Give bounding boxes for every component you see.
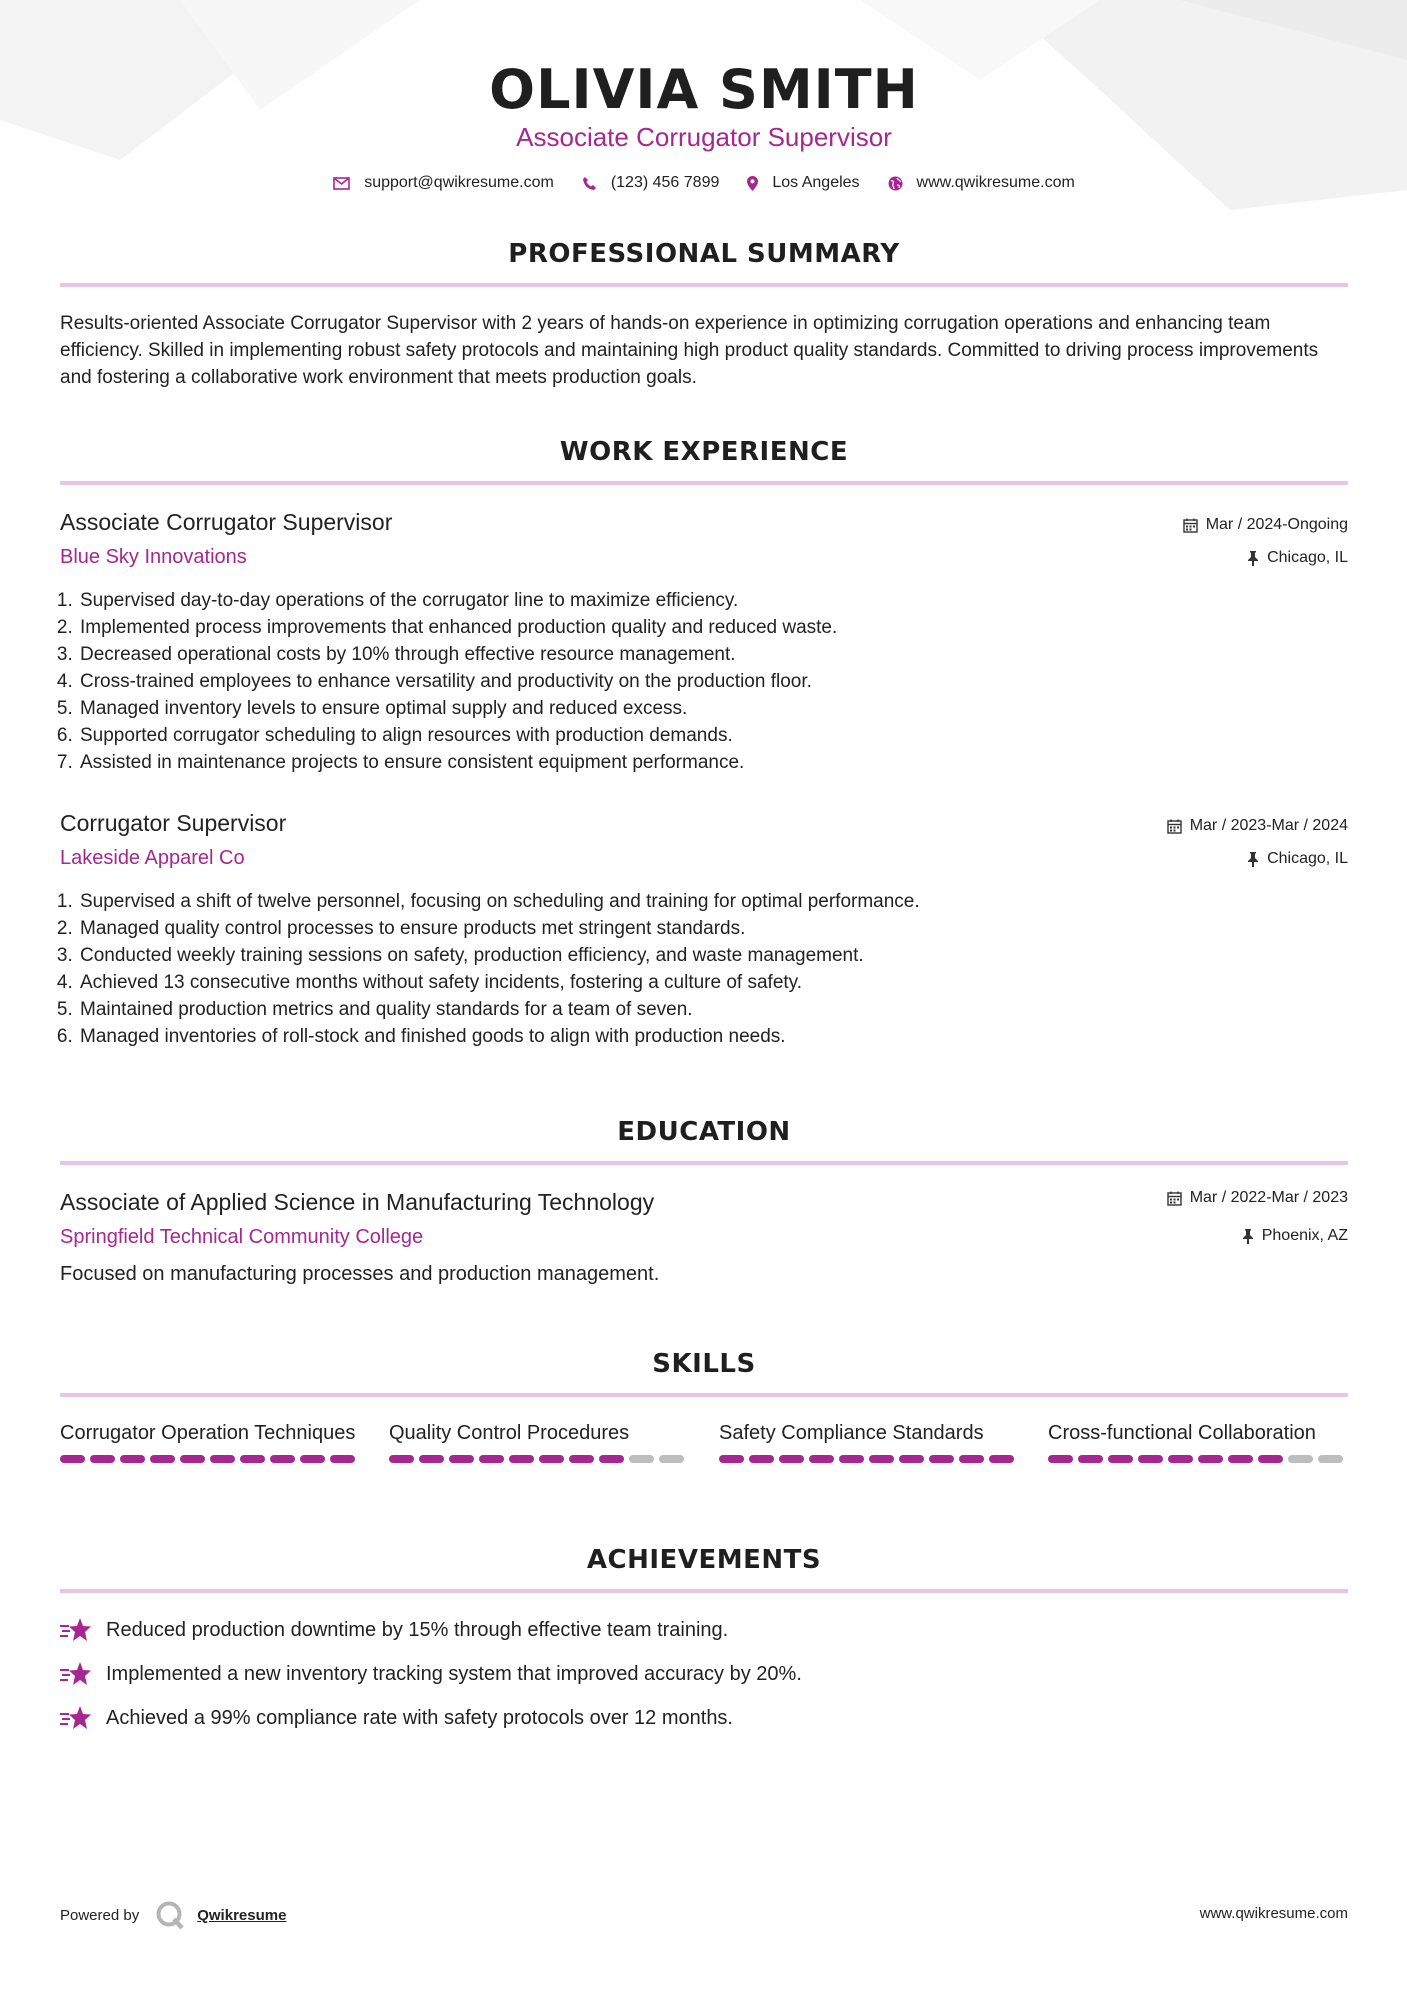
skill-segment-filled — [929, 1455, 954, 1463]
skill-segment-filled — [1228, 1455, 1253, 1463]
list-item: 2. Managed quality control processes to ensure products met stringent standards. — [78, 915, 1338, 942]
skill-segment-filled — [330, 1455, 355, 1463]
skill-segment-filled — [779, 1455, 804, 1463]
shooting-star-icon — [60, 1705, 92, 1731]
qwikresume-logo-icon — [155, 1900, 185, 1930]
job-responsibilities — [60, 888, 1338, 1050]
footer-website[interactable]: www.qwikresume.com — [1199, 1905, 1348, 1922]
skill-name: Safety Compliance Standards — [719, 1422, 984, 1444]
achievement-text: Implemented a new inventory tracking system that improved accuracy by 20%. — [106, 1662, 802, 1685]
job-company: Blue Sky Innovations — [60, 546, 247, 568]
skill-level-bar — [389, 1455, 689, 1463]
job-dates-text: Mar / 2024-Ongoing — [1205, 516, 1348, 533]
skill-segment-filled — [869, 1455, 894, 1463]
achievement-text: Reduced production downtime by 15% through effective team training. — [106, 1618, 729, 1641]
contact-phone[interactable] — [582, 174, 720, 192]
skill-segment-filled — [150, 1455, 175, 1463]
list-item: 1. Supervised day-to-day operations of the corrugator line to maximize efficiency. — [78, 587, 1338, 614]
skill-segment-filled — [1258, 1455, 1283, 1463]
skill-segment-filled — [180, 1455, 205, 1463]
phone-icon — [582, 176, 597, 191]
contact-location — [747, 174, 859, 192]
candidate-name: OLIVIA SMITH — [489, 58, 919, 121]
skill-segment-filled — [419, 1455, 444, 1463]
section-divider — [60, 283, 1348, 287]
skill-item — [719, 1420, 1019, 1463]
skill-segment-filled — [749, 1455, 774, 1463]
education-dates-text: Mar / 2022-Mar / 2023 — [1189, 1189, 1348, 1206]
skill-segment-empty — [629, 1455, 654, 1463]
skill-segment-filled — [809, 1455, 834, 1463]
skill-segment-filled — [539, 1455, 564, 1463]
section-divider — [60, 481, 1348, 485]
section-title-skills: SKILLS — [652, 1349, 756, 1379]
brand-link[interactable]: Qwikresume — [197, 1906, 287, 1924]
skill-segment-filled — [569, 1455, 594, 1463]
job-company: Lakeside Apparel Co — [60, 847, 245, 869]
skill-level-bar — [60, 1455, 360, 1463]
job-location — [1247, 549, 1348, 567]
globe-icon — [888, 176, 903, 191]
skill-segment-filled — [270, 1455, 295, 1463]
skill-level-bar — [1048, 1455, 1348, 1463]
education-location-text: Phoenix, AZ — [1261, 1227, 1348, 1244]
skill-segment-filled — [1078, 1455, 1103, 1463]
list-item: 6. Managed inventories of roll-stock and finished goods to align with production needs. — [78, 1023, 1338, 1050]
skill-segment-filled — [1108, 1455, 1133, 1463]
skill-segment-filled — [240, 1455, 265, 1463]
skill-segment-filled — [60, 1455, 85, 1463]
education-location — [1242, 1227, 1348, 1245]
contact-email[interactable] — [333, 174, 554, 192]
skill-segment-empty — [659, 1455, 684, 1463]
contact-website[interactable] — [888, 174, 1075, 192]
skill-item — [60, 1420, 360, 1463]
list-item: 1. Supervised a shift of twelve personnel, focusing on scheduling and training for optimal performance. — [78, 888, 1338, 915]
calendar-icon — [1167, 819, 1182, 834]
skill-level-bar — [719, 1455, 1019, 1463]
skill-name: Quality Control Procedures — [389, 1422, 630, 1444]
job-title: Corrugator Supervisor — [60, 810, 287, 836]
list-item: 3. Conducted weekly training sessions on safety, production efficiency, and waste management. — [78, 942, 1338, 969]
education-description: Focused on manufacturing processes and production management. — [60, 1263, 660, 1285]
job-dates-text: Mar / 2023-Mar / 2024 — [1189, 817, 1348, 834]
summary-text: Results-oriented Associate Corrugator Supervisor with 2 years of hands-on experience in optimizing corrugation operations and enhancing team efficiency. Skilled in implementing robust safety protocols and maintaining high product quality standards. Committed to driving process improvements and fostering a collaborative work environment that meets production goals. — [60, 313, 1319, 388]
list-item: 5. Managed inventory levels to ensure optimal supply and reduced excess. — [78, 695, 1338, 722]
contact-bar — [60, 174, 1348, 192]
skill-segment-filled — [839, 1455, 864, 1463]
skill-segment-filled — [90, 1455, 115, 1463]
achievement-text: Achieved a 99% compliance rate with safety protocols over 12 months. — [106, 1706, 733, 1729]
skill-segment-filled — [719, 1455, 744, 1463]
skill-segment-filled — [1138, 1455, 1163, 1463]
skill-segment-filled — [120, 1455, 145, 1463]
job-location-text: Chicago, IL — [1267, 850, 1348, 867]
powered-by-label: Powered by — [60, 1906, 140, 1924]
skill-segment-filled — [899, 1455, 924, 1463]
skill-segment-filled — [1048, 1455, 1073, 1463]
job-title: Associate Corrugator Supervisor — [60, 509, 393, 535]
email-text: support@qwikresume.com — [364, 174, 554, 191]
skill-segment-filled — [989, 1455, 1014, 1463]
section-title-education: EDUCATION — [617, 1117, 791, 1147]
calendar-icon — [1167, 1191, 1182, 1206]
skill-segment-filled — [300, 1455, 325, 1463]
achievement-item — [60, 1661, 802, 1687]
pushpin-icon — [1247, 551, 1259, 566]
section-divider — [60, 1589, 1348, 1593]
skill-name: Corrugator Operation Techniques — [60, 1422, 356, 1444]
skill-segment-filled — [1198, 1455, 1223, 1463]
skill-segment-filled — [959, 1455, 984, 1463]
section-title-experience: WORK EXPERIENCE — [559, 437, 849, 467]
section-divider — [60, 1393, 1348, 1397]
job-location-text: Chicago, IL — [1267, 549, 1348, 566]
skill-item — [389, 1420, 689, 1463]
list-item: 7. Assisted in maintenance projects to ensure consistent equipment performance. — [78, 749, 1338, 776]
skill-item — [1048, 1420, 1348, 1463]
footer-powered-by — [60, 1900, 286, 1930]
list-item: 4. Achieved 13 consecutive months without safety incidents, fostering a culture of safety. — [78, 969, 1338, 996]
education-dates — [1167, 1189, 1348, 1207]
list-item: 6. Supported corrugator scheduling to align resources with production demands. — [78, 722, 1338, 749]
skill-segment-filled — [389, 1455, 414, 1463]
skill-segment-filled — [1168, 1455, 1193, 1463]
skill-segment-filled — [599, 1455, 624, 1463]
skill-segment-empty — [1288, 1455, 1313, 1463]
list-item: 3. Decreased operational costs by 10% through effective resource management. — [78, 641, 1338, 668]
website-text: www.qwikresume.com — [916, 174, 1075, 191]
skill-segment-filled — [479, 1455, 504, 1463]
section-title-achievements: ACHIEVEMENTS — [586, 1545, 822, 1575]
list-item: 5. Maintained production metrics and quality standards for a team of seven. — [78, 996, 1338, 1023]
pushpin-icon — [1242, 1229, 1254, 1244]
achievement-item — [60, 1617, 728, 1643]
calendar-icon — [1183, 518, 1198, 533]
skill-name: Cross-functional Collaboration — [1048, 1422, 1316, 1444]
envelope-icon — [333, 177, 350, 190]
list-item: 2. Implemented process improvements that enhanced production quality and reduced waste. — [78, 614, 1338, 641]
list-item: 4. Cross-trained employees to enhance versatility and productivity on the production floor. — [78, 668, 1338, 695]
section-title-summary: PROFESSIONAL SUMMARY — [508, 239, 900, 269]
job-dates — [1167, 817, 1348, 835]
skill-segment-empty — [1318, 1455, 1343, 1463]
skill-segment-filled — [210, 1455, 235, 1463]
shooting-star-icon — [60, 1617, 92, 1643]
skill-segment-filled — [509, 1455, 534, 1463]
phone-text: (123) 456 7899 — [610, 174, 720, 191]
job-location — [1247, 850, 1348, 868]
shooting-star-icon — [60, 1661, 92, 1687]
job-responsibilities — [60, 587, 1338, 776]
job-dates — [1183, 516, 1348, 534]
skill-segment-filled — [449, 1455, 474, 1463]
section-divider — [60, 1161, 1348, 1165]
pushpin-icon — [1247, 852, 1259, 867]
education-degree: Associate of Applied Science in Manufacturing Technology — [60, 1189, 655, 1215]
map-pin-icon — [747, 176, 758, 191]
location-text: Los Angeles — [772, 174, 860, 191]
candidate-title: Associate Corrugator Supervisor — [516, 122, 892, 152]
education-school: Springfield Technical Community College — [60, 1226, 424, 1248]
achievement-item — [60, 1705, 733, 1731]
